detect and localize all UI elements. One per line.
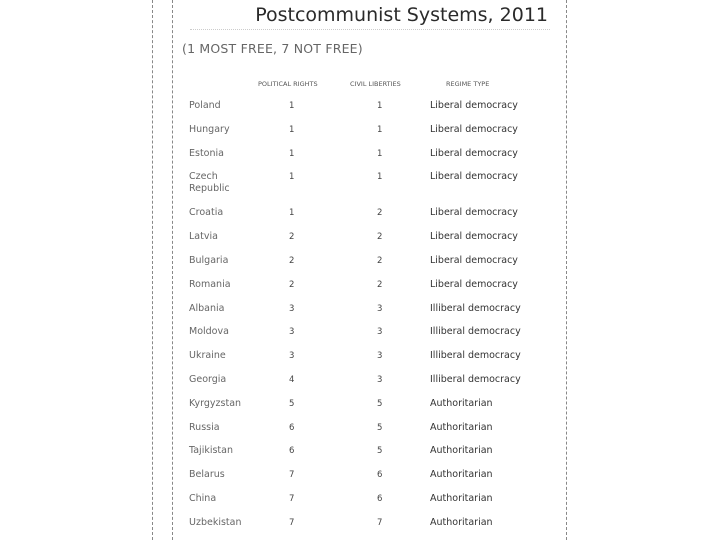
country-cell: Latvia	[189, 231, 218, 243]
regime-type-cell: Authoritarian	[430, 445, 493, 457]
regime-type-cell: Illiberal democracy	[430, 326, 521, 338]
regime-type-cell: Authoritarian	[430, 516, 493, 528]
civil-liberties-cell: 1	[377, 101, 383, 111]
civil-liberties-cell: 2	[377, 208, 383, 219]
regime-type-cell: Liberal democracy	[430, 278, 518, 290]
political-rights-cell: 1	[289, 148, 295, 159]
table-row	[0, 122, 720, 146]
political-rights-cell: 2	[289, 232, 295, 243]
country-cell: Russia	[189, 421, 220, 433]
regime-type-cell: Illiberal democracy	[430, 350, 521, 362]
civil-liberties-cell: 1	[377, 148, 383, 159]
table-subtitle: (1 MOST FREE, 7 NOT FREE)	[182, 41, 363, 56]
table-row	[0, 229, 720, 253]
political-rights-cell: 3	[289, 303, 295, 314]
regime-type-cell: Authoritarian	[430, 397, 493, 409]
table-row	[0, 205, 720, 229]
political-rights-cell: 2	[289, 255, 295, 266]
civil-liberties-cell: 3	[377, 303, 383, 314]
political-rights-cell: 2	[289, 279, 295, 290]
country-cell: Georgia	[189, 373, 227, 385]
political-rights-cell: 7	[289, 493, 295, 504]
civil-liberties-cell: 2	[377, 255, 383, 266]
civil-liberties-cell: 6	[377, 470, 383, 481]
table-row	[0, 348, 720, 372]
civil-liberties-cell: 5	[377, 446, 383, 457]
regime-type-cell: Liberal democracy	[430, 171, 518, 183]
political-rights-cell: 6	[289, 446, 295, 457]
country-cell: Czech Republic	[189, 171, 230, 195]
civil-liberties-cell: 3	[377, 327, 383, 338]
country-cell: Kyrgyzstan	[189, 397, 242, 409]
table-row	[0, 420, 720, 444]
country-cell: Hungary	[189, 123, 230, 135]
table-row	[0, 396, 720, 420]
faded-caption-line	[190, 29, 550, 30]
header-regime-type: REGIME TYPE	[446, 80, 490, 88]
country-cell: Estonia	[189, 147, 224, 159]
table-body	[0, 98, 720, 539]
civil-liberties-cell: 6	[377, 493, 383, 504]
country-cell: Croatia	[189, 207, 224, 219]
table-row	[0, 253, 720, 277]
civil-liberties-cell: 5	[377, 398, 383, 409]
political-rights-cell: 5	[289, 398, 295, 409]
political-rights-cell: 1	[289, 208, 295, 219]
table-row	[0, 301, 720, 325]
table-row	[0, 98, 720, 122]
political-rights-cell: 3	[289, 327, 295, 338]
regime-type-cell: Illiberal democracy	[430, 373, 521, 385]
country-cell: China	[189, 492, 217, 504]
table-row	[0, 146, 720, 170]
civil-liberties-cell: 1	[377, 124, 383, 135]
regime-type-cell: Liberal democracy	[430, 207, 518, 219]
table-row	[0, 467, 720, 491]
civil-liberties-cell: 7	[377, 517, 383, 528]
civil-liberties-cell: 1	[377, 172, 383, 183]
regime-type-cell: Liberal democracy	[430, 231, 518, 243]
political-rights-cell: 4	[289, 374, 295, 385]
country-cell: Belarus	[189, 469, 225, 481]
header-civil-liberties: CIVIL LIBERTIES	[350, 80, 401, 88]
table-row	[0, 491, 720, 515]
table-row	[0, 277, 720, 301]
political-rights-cell: 7	[289, 470, 295, 481]
political-rights-cell: 1	[289, 124, 295, 135]
table-row	[0, 324, 720, 348]
political-rights-cell: 7	[289, 517, 295, 528]
civil-liberties-cell: 2	[377, 232, 383, 243]
political-rights-cell: 3	[289, 351, 295, 362]
civil-liberties-cell: 3	[377, 374, 383, 385]
table-row	[0, 372, 720, 396]
country-cell: Moldova	[189, 326, 229, 338]
political-rights-cell: 1	[289, 101, 295, 111]
header-political-rights: POLITICAL RIGHTS	[258, 80, 318, 88]
regime-type-cell: Authoritarian	[430, 492, 493, 504]
regime-type-cell: Liberal democracy	[430, 254, 518, 266]
regime-type-cell: Liberal democracy	[430, 147, 518, 159]
table-title: Postcommunist Systems, 2011	[255, 4, 548, 26]
country-cell: Romania	[189, 278, 231, 290]
regime-type-cell: Liberal democracy	[430, 100, 518, 111]
regime-type-cell: Illiberal democracy	[430, 302, 521, 314]
table-row	[0, 443, 720, 467]
political-rights-cell: 6	[289, 422, 295, 433]
civil-liberties-cell: 2	[377, 279, 383, 290]
civil-liberties-cell: 5	[377, 422, 383, 433]
country-cell: Poland	[189, 100, 221, 111]
political-rights-cell: 1	[289, 172, 295, 183]
country-cell: Uzbekistan	[189, 516, 242, 528]
table-row	[0, 515, 720, 539]
country-cell: Tajikistan	[189, 445, 233, 457]
country-cell: Albania	[189, 302, 225, 314]
regime-type-cell: Authoritarian	[430, 421, 493, 433]
country-cell: Ukraine	[189, 350, 226, 362]
civil-liberties-cell: 3	[377, 351, 383, 362]
regime-type-cell: Authoritarian	[430, 469, 493, 481]
country-cell: Bulgaria	[189, 254, 229, 266]
regime-type-cell: Liberal democracy	[430, 123, 518, 135]
table-row	[0, 169, 720, 205]
